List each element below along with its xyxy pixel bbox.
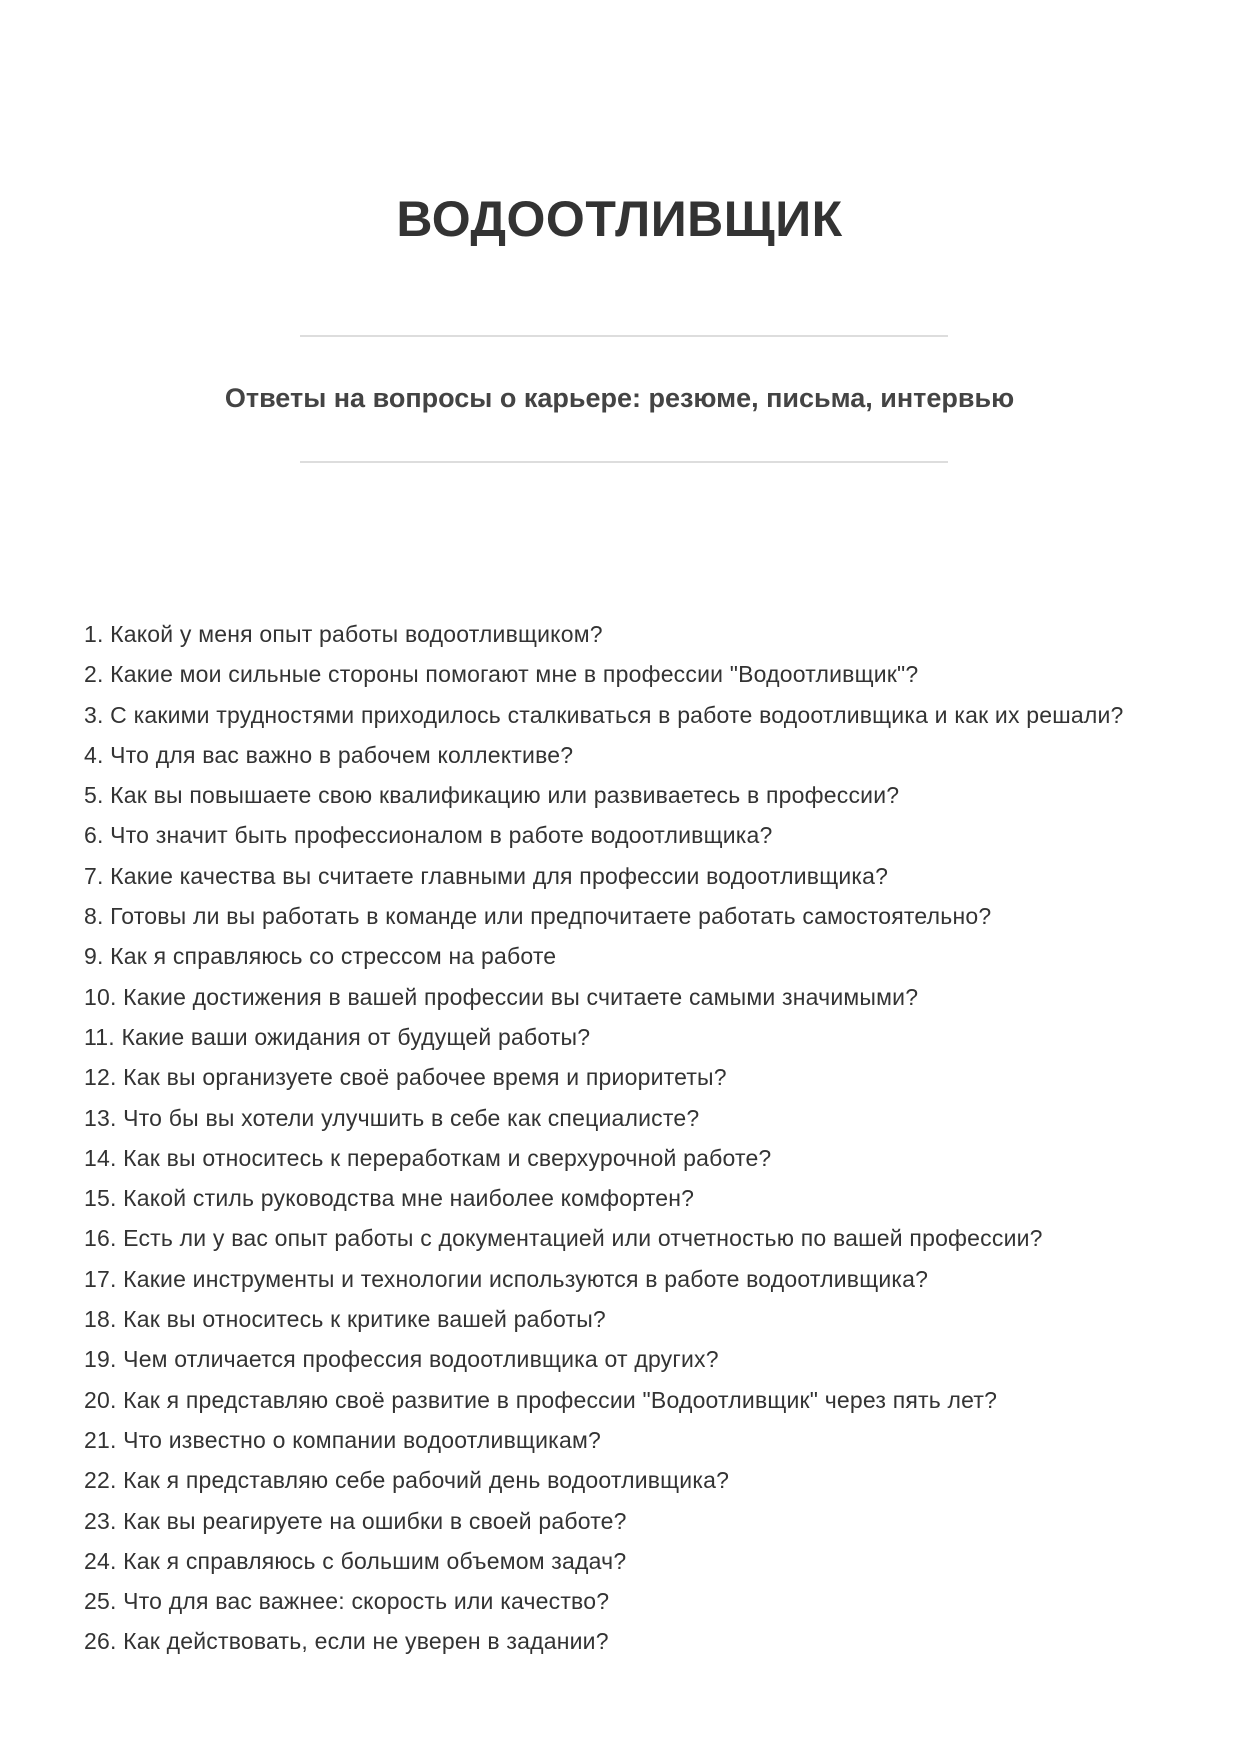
question-item: 10. Какие достижения в вашей профессии вы считаете самыми значимыми? [84, 983, 919, 1010]
page-subtitle: Ответы на вопросы о карьере: резюме, письма, интервью [224, 383, 1015, 413]
question-item: 23. Как вы реагируете на ошибки в своей работе? [84, 1507, 627, 1534]
page-title: ВОДООТЛИВЩИК [396, 191, 843, 247]
question-item: 8. Готовы ли вы работать в команде или предпочитаете работать самостоятельно? [84, 903, 992, 930]
question-item: 15. Какой стиль руководства мне наиболее комфортен? [84, 1185, 695, 1212]
divider-bottom [300, 461, 948, 463]
question-item: 3. С какими трудностями приходилось сталкиваться в работе водоотливщика и как их решали? [84, 701, 1124, 728]
question-item: 13. Что бы вы хотели улучшить в себе как специалисте? [84, 1104, 700, 1131]
question-item: 21. Что известно о компании водоотливщикам? [84, 1426, 601, 1453]
question-item: 16. Есть ли у вас опыт работы с документацией или отчетностью по вашей профессии? [84, 1225, 1043, 1252]
question-item: 26. Как действовать, если не уверен в задании? [84, 1628, 609, 1655]
question-item: 1. Какой у меня опыт работы водоотливщиком? [84, 621, 603, 647]
question-item: 22. Как я представляю себе рабочий день водоотливщика? [84, 1467, 730, 1494]
question-item: 12. Как вы организуете своё рабочее время и приоритеты? [84, 1064, 727, 1091]
question-item: 20. Как я представляю своё развитие в профессии "Водоотливщик" через пять лет? [84, 1386, 998, 1413]
question-item: 17. Какие инструменты и технологии используются в работе водоотливщика? [84, 1265, 929, 1292]
question-item: 4. Что для вас важно в рабочем коллективе? [84, 741, 574, 768]
question-item: 25. Что для вас важнее: скорость или качество? [84, 1588, 610, 1615]
question-item: 24. Как я справляюсь с большим объемом задач? [84, 1547, 627, 1574]
question-item: 18. Как вы относитесь к критике вашей работы? [84, 1306, 606, 1333]
divider-top [300, 335, 948, 337]
question-item: 9. Как я справляюсь со стрессом на работе [84, 943, 557, 970]
question-item: 6. Что значит быть профессионалом в работе водоотливщика? [84, 822, 773, 849]
question-list [84, 614, 1124, 1662]
question-item: 19. Чем отличается профессия водоотливщика от других? [84, 1346, 719, 1373]
question-item: 7. Какие качества вы считаете главными для профессии водоотливщика? [84, 862, 889, 889]
question-item: 5. Как вы повышаете свою квалификацию или развиваетесь в профессии? [84, 782, 900, 809]
question-item: 11. Какие ваши ожидания от будущей работы? [84, 1023, 591, 1050]
question-item: 14. Как вы относитесь к переработкам и сверхурочной работе? [84, 1144, 772, 1171]
question-item: 2. Какие мои сильные стороны помогают мне в профессии "Водоотливщик"? [84, 661, 919, 688]
